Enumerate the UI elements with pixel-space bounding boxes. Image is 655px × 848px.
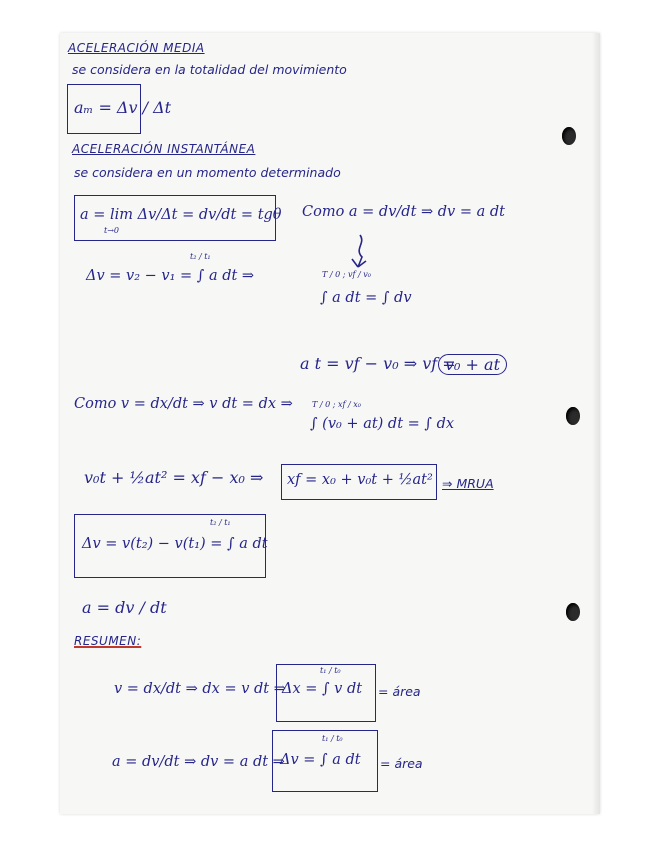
integral-limits-t: t₂ / t₁: [190, 252, 211, 261]
resumen-row1-limits: t₁ / t₀: [320, 666, 341, 675]
instantanea-description: se considera en un momento determinado: [74, 165, 341, 180]
resumen-row2-formula: Δv = ∫ a dt: [280, 752, 361, 768]
integral-velocity-change: Δv = v₂ − v₁ = ∫ a dt ⇒: [86, 268, 255, 284]
position-derivation: v₀t + ½at² = xf − x₀ ⇒: [84, 468, 264, 487]
limit-subscript: t→0: [104, 226, 120, 235]
at-equals-vf-minus-v0: a t = vf − v₀ ⇒ vf =: [300, 354, 456, 373]
resumen-row1-formula: Δx = ∫ v dt: [282, 681, 363, 697]
instant-formula: a = lim Δv/Δt = dv/dt = tgθ: [80, 207, 282, 223]
integral-position: ∫ (v₀ + at) dt = ∫ dx: [310, 416, 455, 432]
integral-adt-dv: ∫ a dt = ∫ dv: [320, 290, 412, 306]
como-v-dx-dt: Como v = dx/dt ⇒ v dt = dx ⇒: [74, 396, 293, 412]
integral-limits-position: T / 0 ; xf / x₀: [312, 400, 361, 409]
acceleration-definition: a = dv / dt: [82, 598, 167, 617]
integral-limits-T-vf: T / 0 ; vf / v₀: [322, 270, 371, 279]
binder-hole-bottom: [566, 603, 580, 621]
circled-vf-expression: v₀ + at: [438, 354, 507, 375]
page-edge-shadow: [592, 33, 600, 814]
squiggle-arrow: [346, 233, 376, 273]
heading-aceleracion-media: ACELERACIÓN MEDIA: [68, 41, 205, 55]
velocity-change-formula: Δv = v(t₂) − v(t₁) = ∫ a dt: [82, 536, 268, 552]
resumen-row1-area: = área: [378, 684, 421, 699]
mrua-label: ⇒ MRUA: [442, 476, 494, 491]
resumen-row2-left: a = dv/dt ⇒ dv = a dt ⇒: [112, 754, 285, 770]
media-description: se considera en la totalidad del movimiento: [72, 62, 347, 77]
como-a-dv-dt: Como a = dv/dt ⇒ dv = a dt: [302, 204, 505, 220]
media-formula: aₘ = Δv / Δt: [74, 98, 172, 117]
binder-hole-top: [562, 127, 576, 145]
velocity-change-limits: t₂ / t₁: [210, 518, 231, 527]
heading-resumen: RESUMEN:: [74, 634, 142, 648]
resumen-row1-left: v = dx/dt ⇒ dx = v dt ⇒: [114, 681, 286, 697]
binder-hole-middle: [566, 407, 580, 425]
resumen-row2-area: = área: [380, 756, 423, 771]
heading-aceleracion-instantanea: ACELERACIÓN INSTANTÁNEA: [72, 142, 256, 156]
position-formula: xf = x₀ + v₀t + ½at²: [287, 472, 433, 488]
resumen-row2-limits: t₁ / t₀: [322, 734, 343, 743]
